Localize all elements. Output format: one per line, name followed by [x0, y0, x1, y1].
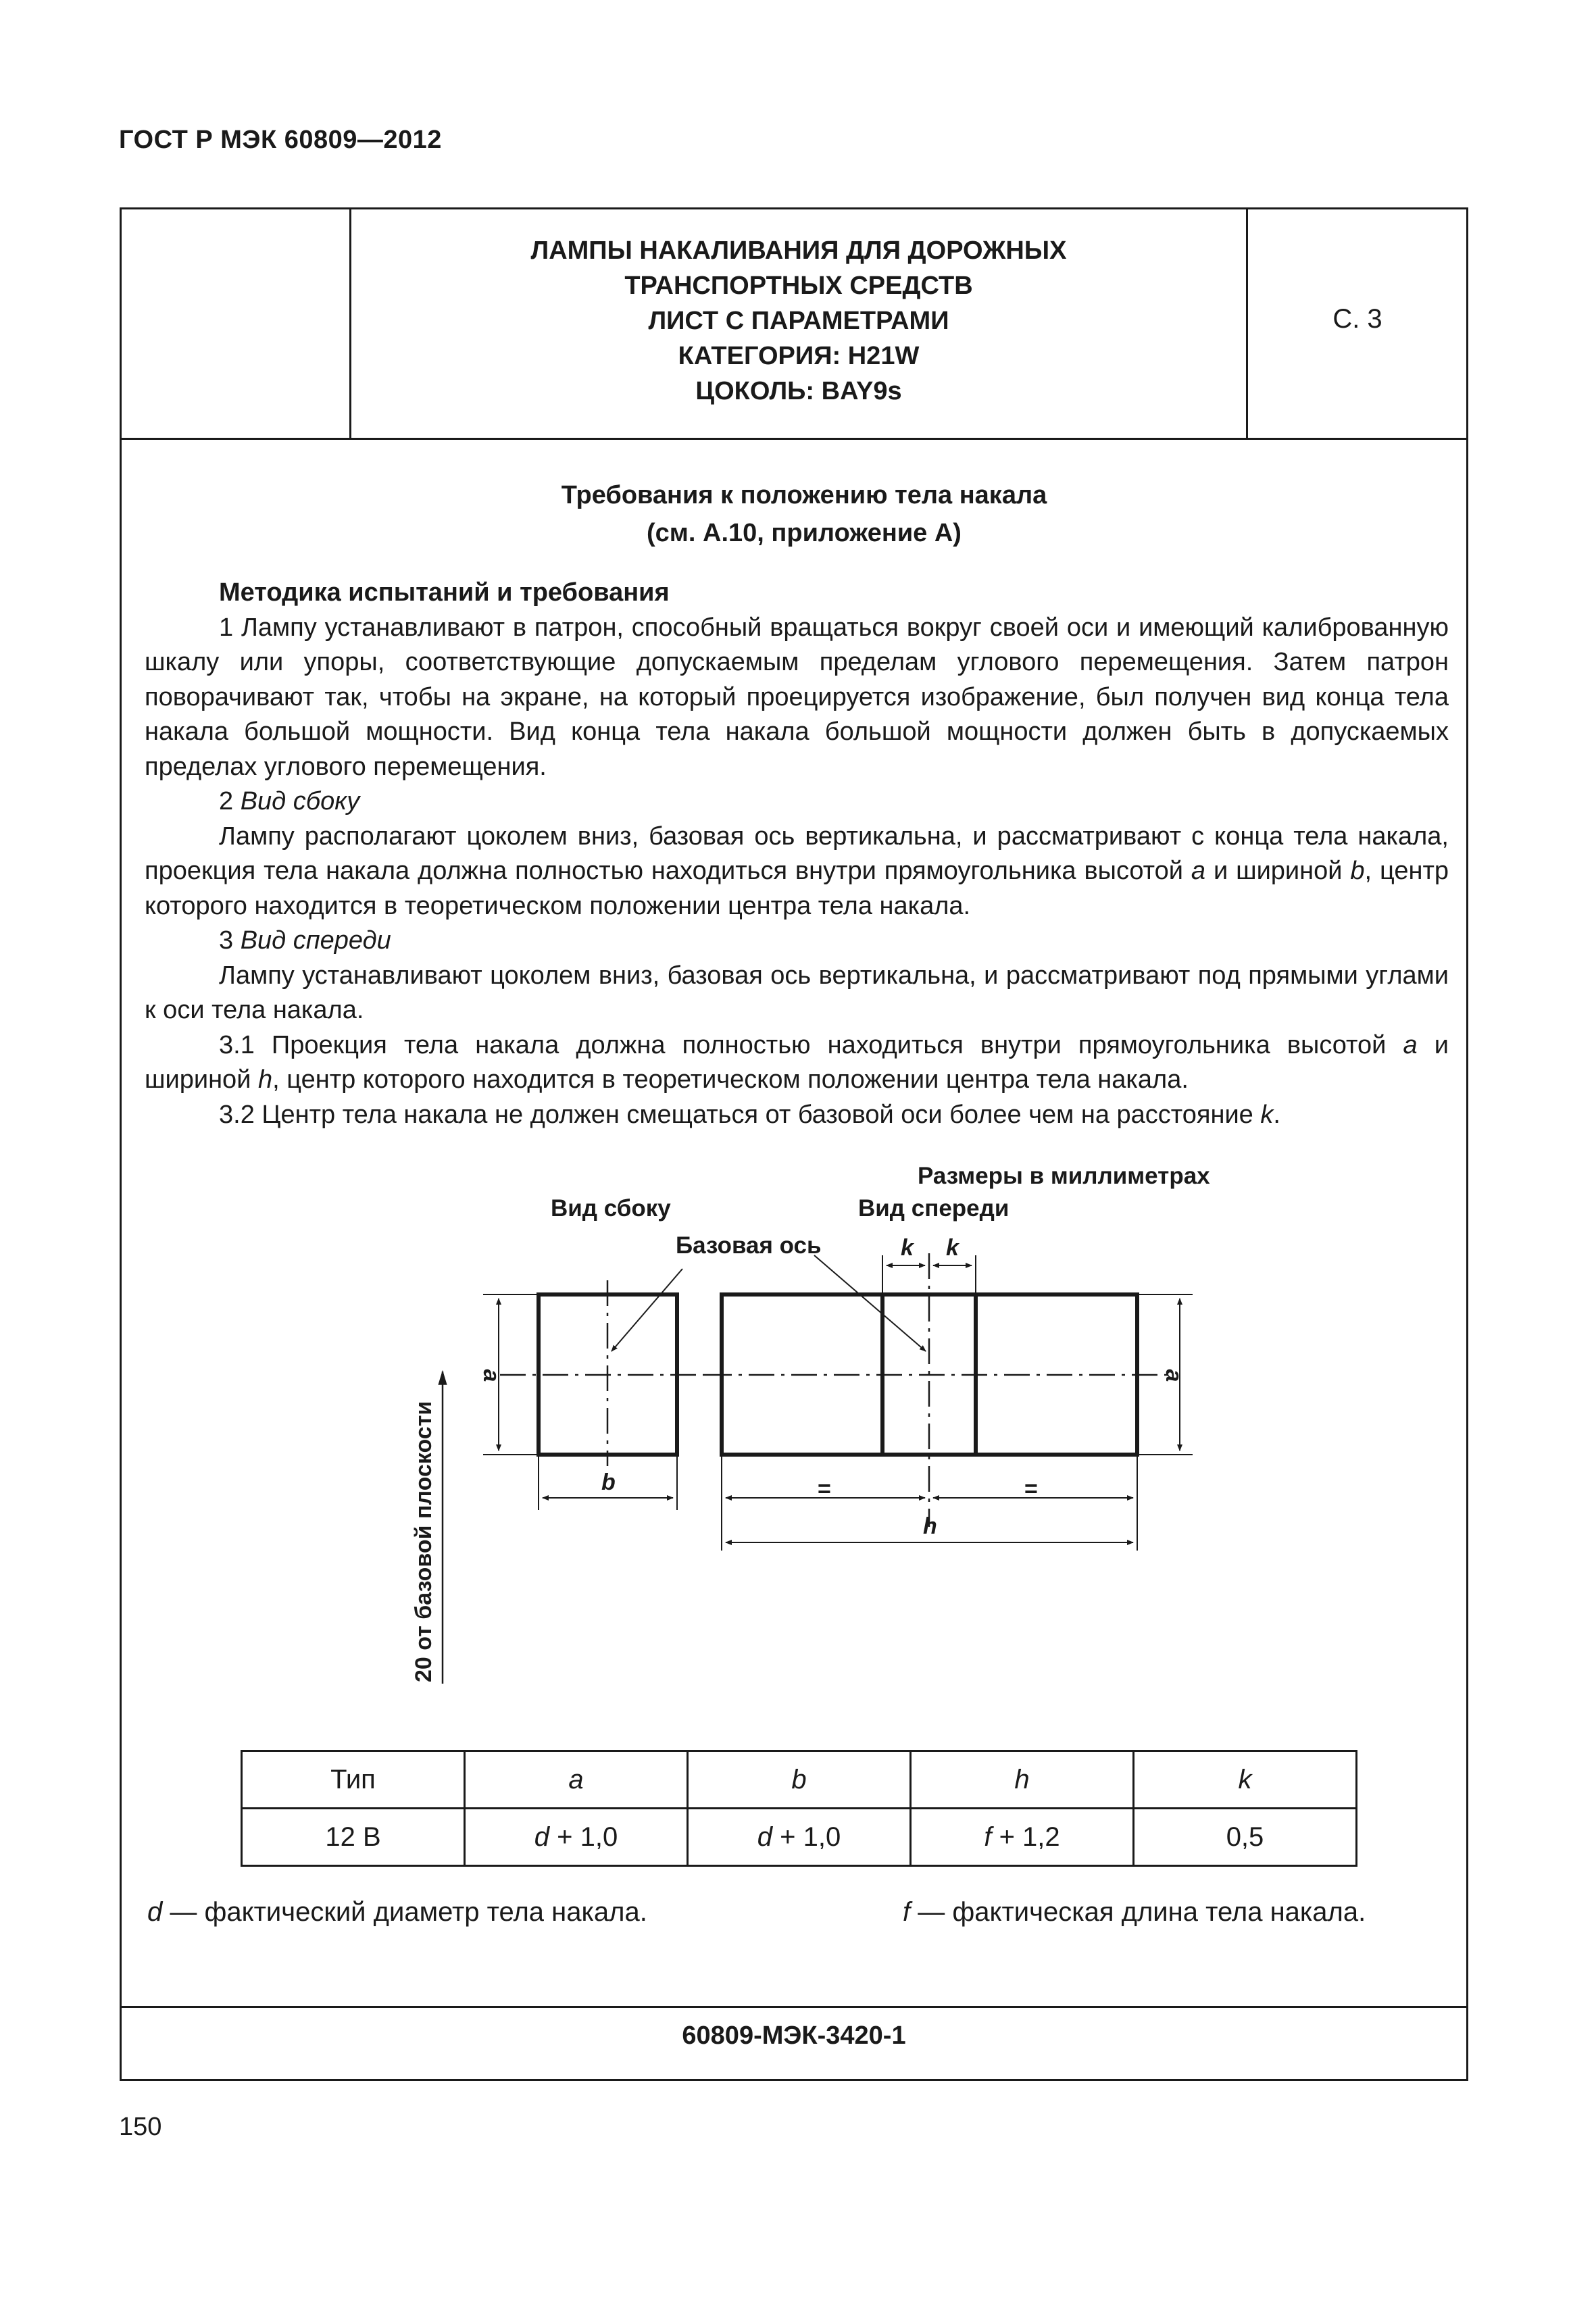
text-run: , центр которого находится в теоретическом положении центра тела накала.	[272, 1065, 1189, 1094]
note-text: — фактическая длина тела накала.	[910, 1897, 1366, 1927]
units-note: Размеры в миллиметрах	[918, 1163, 1210, 1189]
text-run: 3.2 Центр тела накала не должен смещаться от базовой оси более чем на расстояние	[219, 1100, 1261, 1129]
base-axis-label: Базовая ось	[676, 1232, 822, 1259]
front-view-label: Вид спереди	[858, 1195, 1009, 1222]
note-f	[903, 1897, 1366, 1928]
variable: a	[1403, 1030, 1418, 1059]
section-title-line: (см. А.10, приложение А)	[647, 519, 962, 547]
text-run: и шириной	[1205, 857, 1351, 885]
sheet-code: 60809-МЭК-3420-1	[682, 2021, 906, 2050]
a-label-front: a	[1161, 1369, 1187, 1382]
text-run: 3.1 Проекция тела накала должна полностью находиться внутри прямоугольника высотой	[219, 1030, 1403, 1059]
text-run: .	[1273, 1100, 1280, 1129]
text-run: Лампу располагают цоколем вниз, базовая ось вертикальна, и рассматривают с конца тела накала, проекция тела накала должна полностью находиться внутри прямоугольника высотой	[145, 822, 1449, 885]
variable: b	[1350, 857, 1365, 885]
section-title-line: Требования к положению тела накала	[561, 481, 1047, 509]
k-label-left: k	[901, 1235, 914, 1261]
variable: f	[984, 1821, 992, 1852]
parameters-table	[241, 1750, 1357, 1867]
table-header-row	[242, 1751, 1357, 1809]
item-number: 3	[219, 926, 241, 955]
variable: k	[1260, 1100, 1274, 1129]
variable: f	[903, 1897, 911, 1927]
variable: d	[757, 1821, 773, 1852]
table-cell: d + 1,0	[465, 1809, 688, 1866]
b-label: b	[601, 1469, 616, 1495]
method-heading: Методика испытаний и требования	[219, 578, 670, 607]
h-label: h	[923, 1513, 937, 1539]
variable: a	[1191, 857, 1206, 885]
table-header-cell: k	[1134, 1751, 1357, 1809]
text-run: , центр которого находится в теоретическом положении центра тела накала.	[145, 857, 1449, 920]
equal-label-left: =	[818, 1476, 831, 1502]
variable: h	[257, 1065, 273, 1094]
variable: d	[534, 1821, 550, 1852]
page-number: 150	[119, 2113, 162, 2141]
text-run: и шириной	[145, 1030, 1449, 1094]
title-line: ЦОКОЛЬ: BAY9s	[695, 377, 902, 405]
k-label-right: k	[946, 1235, 959, 1261]
side-view-label: Вид сбоку	[551, 1195, 671, 1222]
table-header-cell: b	[688, 1751, 911, 1809]
paragraph-3: Лампу устанавливают цоколем вниз, базовая ось вертикальна, и рассматривают под прямыми углами к оси тела накала.	[145, 961, 1449, 1024]
base-axis-leader-side	[612, 1269, 682, 1351]
table-header-cell: a	[465, 1751, 688, 1809]
a-label-side: a	[478, 1369, 504, 1382]
sheet-number: С. 3	[1332, 304, 1382, 334]
title-line: ТРАНСПОРТНЫХ СРЕДСТВ	[624, 272, 973, 300]
table-cell: 12 В	[242, 1809, 465, 1866]
document-header: ГОСТ Р МЭК 60809—2012	[119, 126, 442, 154]
title-line: ЛАМПЫ НАКАЛИВАНИЯ ДЛЯ ДОРОЖНЫХ	[530, 236, 1067, 265]
item-title: Вид сбоку	[240, 787, 360, 815]
note-d	[147, 1897, 647, 1928]
item-number: 2	[219, 787, 241, 815]
table-cell: f + 1,2	[911, 1809, 1134, 1866]
base-axis-leader-front	[814, 1255, 926, 1351]
paragraph-1: 1 Лампу устанавливают в патрон, способный вращаться вокруг своей оси и имеющий калиброванную шкалу или упоры, соответствующие допускаемым пределам углового перемещения. Затем патрон поворачивают так, чтобы на экране, на который проецируется изображение, был получен вид конца тела накала большой мощности. Вид конца тела накала большой мощности должен быть в допускаемых пределах углового перемещения.	[145, 613, 1449, 781]
variable: d	[147, 1897, 163, 1927]
item-title: Вид спереди	[240, 926, 391, 955]
note-text: — фактический диаметр тела накала.	[162, 1897, 647, 1927]
title-line: КАТЕГОРИЯ: H21W	[678, 342, 920, 370]
table-header-cell: h	[911, 1751, 1134, 1809]
table-row	[242, 1809, 1357, 1866]
equal-label-right: =	[1024, 1476, 1038, 1502]
table-header-cell: Тип	[242, 1751, 465, 1809]
title-line: ЛИСТ С ПАРАМЕТРАМИ	[648, 307, 949, 335]
table-cell: 0,5	[1134, 1809, 1357, 1866]
base-plane-distance-label: 20 от базовой плоскости	[411, 1401, 437, 1682]
table-cell: d + 1,0	[688, 1809, 911, 1866]
